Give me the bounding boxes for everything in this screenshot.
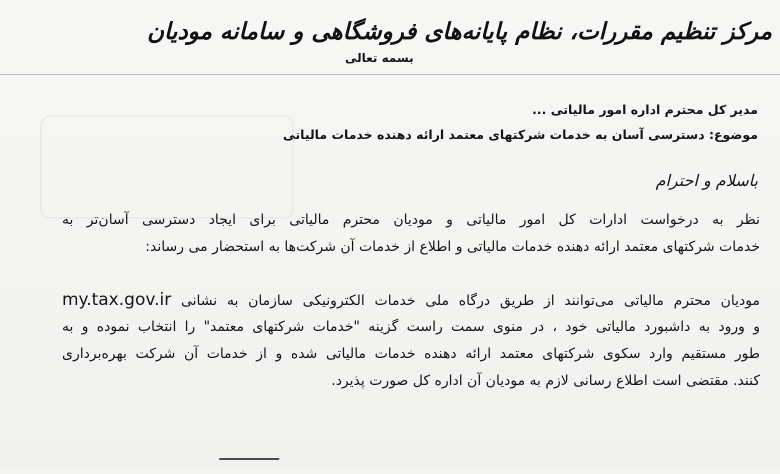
- paragraph-2-line-text: مودیان محترم مالیاتی می‌توانند از طریق درگاه ملی خدمات الکترونیکی سازمان به نشانی: [180, 293, 760, 309]
- paragraph-2: [62, 287, 760, 395]
- tax-portal-url: my.tax.gov.ir: [62, 290, 172, 310]
- letter-greeting: باسلام و احترام: [655, 171, 758, 190]
- bismillah-heading: بسمه تعالی: [345, 51, 414, 65]
- paragraph-2-line: طور مستقیم وارد سکوی شرکتهای معتمد ارائه دهنده خدمات مالیاتی شده و از خدمات آن شرکت بهره‌برداری: [62, 346, 760, 362]
- paragraph-2-line: [62, 287, 760, 314]
- letter-subject: موضوع: دسترسی آسان به خدمات شرکتهای معتمد ارائه دهنده خدمات مالیاتی: [282, 127, 758, 142]
- paragraph-1-line: نظر به درخواست ادارات کل امور مالیاتی و مودیان محترم مالیاتی برای ایجاد دسترسی آسان‌تر به: [62, 212, 760, 228]
- faint-watermark: [40, 115, 294, 219]
- signature-fragment: [217, 458, 280, 474]
- organization-header: مرکز تنظیم مقررات، نظام پایانه‌های فروشگاهی و سامانه مودیان: [147, 18, 772, 45]
- letter-addressee: مدیر کل محترم اداره امور مالیاتی ...: [532, 102, 758, 117]
- paragraph-1-line: خدمات شرکتهای معتمد ارائه دهنده خدمات مالیاتی و اطلاع از خدمات آن شرکت‌ها به استحضار می رساند:: [145, 239, 760, 255]
- paragraph-2-line: کنند. مقتضی است اطلاع رسانی لازم به مودیان آن اداره کل صورت پذیرد.: [331, 373, 760, 389]
- paragraph-2-line: و ورود به داشبورد مالیاتی خود ، در منوی سمت راست گزینه "خدمات شرکتهای معتمد" را انتخاب نموده و به: [62, 319, 760, 335]
- paragraph-1: [62, 207, 760, 261]
- header-divider: [0, 74, 780, 75]
